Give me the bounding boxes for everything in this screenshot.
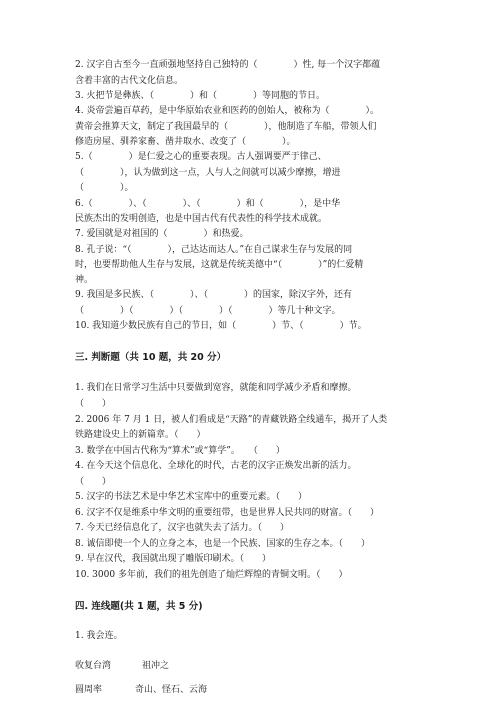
matching-left-item[interactable]: 收复台湾: [75, 661, 112, 671]
section-title-judge: 三. 判断题（共 10 题，共 20 分）: [75, 352, 227, 363]
matching-prompt: 1. 我会连。: [75, 631, 123, 641]
judge-line: 6. 汉字不仅是维系中华文明的重要纽带，也是世界人民共同的财富。（ ）: [75, 508, 379, 518]
fill-blank-line: （ ），认为做到这一点，人与人之间就可以减少摩擦，增进: [75, 168, 341, 178]
fill-blank-line: 2. 汉字自古至今一直顽强地坚持自己独特的（ ）性, 每一个汉字都蕴: [75, 60, 381, 70]
section-title-matching: 四. 连线题(共 1 题，共 5 分): [75, 601, 203, 612]
fill-blank-line: 6.（ ）、（ ）、（ ）和（ ），是中华: [75, 199, 341, 209]
judge-line: 3. 数学在中国古代称为“算术”或“算学”。 （ ）: [75, 446, 285, 456]
matching-left-item[interactable]: 圆周率: [75, 685, 103, 695]
matching-right-item[interactable]: 奇山、怪石、云海: [135, 685, 208, 695]
fill-blank-line: （ ）。: [75, 183, 134, 193]
fill-blank-line: 10. 我知道少数民族有自己的节日，如（ ）节、（ ）节。: [75, 321, 367, 331]
fill-blank-line: 修造房屋、驯养家畜、凿井取水、改变了（ ）。: [75, 137, 296, 147]
matching-pair: [75, 659, 375, 674]
fill-blank-line: 9. 我国是多民族、（ ）、（ ）的国家，除汉字外，还有: [75, 290, 352, 300]
judge-line: 铁路建设史上的新篇章。（ ）: [75, 430, 206, 440]
fill-blank-line: 时，也要帮助他人生存与发展，这就是传统美德中“（ ）”的仁爱精: [75, 260, 364, 270]
fill-blank-line: 含着丰富的古代文化信息。: [75, 76, 184, 86]
matching-pair: [75, 683, 375, 698]
judge-line: 2. 2006 年 7 月 1 日，被人们看成是“天路”的青藏铁路全线通车，揭开了人类: [75, 415, 388, 425]
fill-blank-line: 民族杰出的发明创造，也是中国古代有代表性的科学技术成就。: [75, 214, 328, 224]
fill-blank-line: 7. 爱国就是对祖国的（ ）和热爱。: [75, 229, 249, 239]
judge-line: 5. 汉字的书法艺术是中华艺术宝库中的重要元素。（ ）: [75, 492, 307, 502]
judge-line: （ ）: [75, 477, 112, 487]
fill-blank-line: 黄帝会推算天文，制定了我国最早的（ ），他制造了车船，带领人们: [75, 122, 377, 132]
judge-line: 9. 早在汉代，我国就出现了雕版印刷术。（ ）: [75, 554, 271, 564]
judge-line: 7. 今天已经信息化了，汉字也就失去了活力。（ ）: [75, 523, 289, 533]
judge-line: 4. 在今天这个信息化、全球化的时代，古老的汉字正焕发出新的活力。: [75, 461, 357, 471]
judge-line: 1. 我们在日常学习生活中只要做到宽容，就能和同学减少矛盾和摩擦。: [75, 383, 357, 393]
judge-line: 10. 3000 多年前，我们的祖先创造了灿烂辉煌的青铜文明。（ ）: [75, 570, 348, 580]
fill-blank-line: 神。: [75, 275, 94, 285]
matching-right-item[interactable]: 祖冲之: [142, 661, 170, 671]
fill-blank-line: 8. 孔子说：“（ ），己达达而达人。”在自己谋求生存与发展的同: [75, 245, 353, 255]
fill-blank-line: （ ）（ ）（ ）（ ）等几十种文字。: [75, 306, 341, 316]
fill-blank-line: 5.（ ）是仁爱之心的重要表现。古人强调要严于律己、: [75, 152, 327, 162]
fill-blank-line: 4. 炎帝尝遍百草药，是中华原始农业和医药的创始人，被称为（ ）。: [75, 106, 379, 116]
fill-blank-line: 3. 火把节是彝族、（ ）和（ ）等同胞的节日。: [75, 91, 325, 101]
judge-line: 8. 诚信即使一个人的立身之本，也是一个民族、国家的生存之本。（ ）: [75, 539, 370, 549]
judge-line: （ ）: [75, 399, 112, 409]
